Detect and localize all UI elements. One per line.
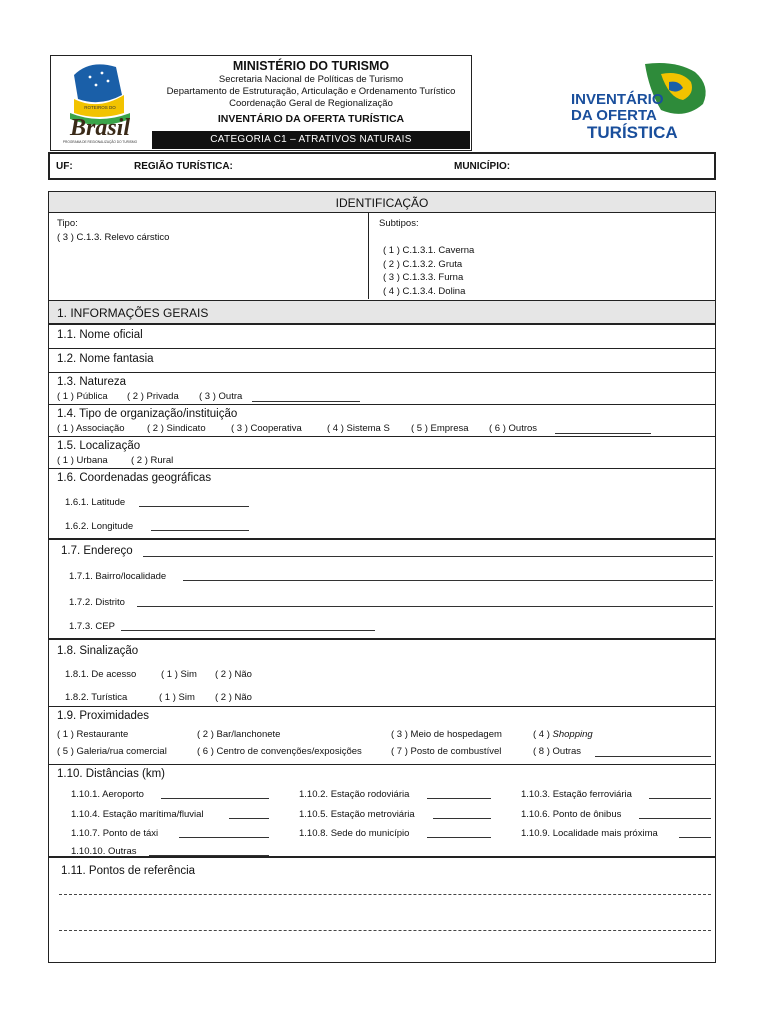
form-main — [48, 191, 716, 963]
prox-option[interactable]: ( 7 ) Posto de combustível — [391, 746, 502, 757]
tipo-label: Tipo: — [57, 218, 78, 229]
identification-divider — [368, 213, 369, 299]
natureza-option[interactable]: ( 2 ) Privada — [127, 391, 179, 402]
dist-item: 1.10.7. Ponto de táxi — [71, 828, 159, 839]
subtipo-item: ( 1 ) C.1.3.1. Caverna — [383, 245, 475, 256]
subtipo-item: ( 4 ) C.1.3.4. Dolina — [383, 285, 466, 297]
turistica-sim[interactable]: ( 1 ) Sim — [159, 692, 195, 703]
prox-option-shopping[interactable] — [533, 729, 593, 740]
dist-line[interactable] — [229, 809, 269, 819]
coordenadas-row — [49, 468, 715, 539]
organizacao-option[interactable]: ( 4 ) Sistema S — [327, 423, 390, 434]
svg-text:INVENTÁRIO: INVENTÁRIO — [571, 91, 664, 108]
dist-item: 1.10.8. Sede do município — [299, 828, 410, 839]
natureza-option[interactable]: ( 3 ) Outra — [199, 391, 243, 402]
bairro-label: 1.7.1. Bairro/localidade — [69, 571, 167, 582]
inventory-logo — [565, 60, 715, 144]
organizacao-option[interactable]: ( 6 ) Outros — [489, 423, 538, 434]
brasil-logo — [50, 55, 150, 149]
referencia-line[interactable] — [59, 930, 711, 931]
endereco-line[interactable] — [143, 547, 713, 557]
organizacao-row — [49, 404, 715, 437]
dist-item: 1.10.2. Estação rodoviária — [299, 789, 410, 800]
natureza-other-line[interactable] — [252, 392, 360, 402]
dist-line[interactable] — [649, 789, 711, 799]
subtipo-item: ( 3 ) C.1.3.3. Furna — [383, 272, 464, 283]
referencia-row — [49, 856, 715, 964]
dist-line[interactable] — [427, 828, 491, 838]
prox-option-number: ( 4 ) — [533, 729, 553, 740]
localizacao-label: 1.5. Localização — [57, 440, 141, 452]
cep-label: 1.7.3. CEP — [69, 621, 115, 632]
header-text — [152, 58, 470, 127]
localizacao-option[interactable]: ( 2 ) Rural — [131, 455, 174, 466]
svg-text:DA OFERTA: DA OFERTA — [571, 107, 657, 124]
distancias-row — [49, 764, 715, 857]
brasil-logo-icon — [50, 55, 150, 149]
turistica-nao[interactable]: ( 2 ) Não — [215, 692, 252, 703]
endereco-label: 1.7. Endereço — [61, 545, 133, 557]
uf-label: UF: — [56, 161, 73, 172]
prox-option-shopping-label: Shopping — [552, 729, 593, 740]
subtipos-list — [383, 244, 474, 298]
organizacao-other-line[interactable] — [555, 424, 651, 434]
tipo-value: ( 3 ) C.1.3. Relevo cárstico — [57, 232, 170, 243]
longitude-line[interactable] — [151, 521, 249, 531]
distrito-label: 1.7.2. Distrito — [69, 597, 125, 608]
nome-oficial-label: 1.1. Nome oficial — [57, 329, 143, 341]
dist-line[interactable] — [433, 809, 491, 819]
proximidades-row — [49, 706, 715, 765]
category-bar: CATEGORIA C1 – ATRATIVOS NATURAIS — [152, 131, 470, 149]
distrito-line[interactable] — [137, 597, 713, 607]
dist-item: 1.10.5. Estação metroviária — [299, 809, 415, 820]
prox-option[interactable]: ( 6 ) Centro de convenções/exposições — [197, 746, 362, 757]
municipality-label: MUNICÍPIO: — [454, 161, 511, 172]
prox-option[interactable]: ( 3 ) Meio de hospedagem — [391, 729, 502, 740]
nome-fantasia-label: 1.2. Nome fantasia — [57, 353, 154, 365]
localizacao-option[interactable]: ( 1 ) Urbana — [57, 455, 108, 466]
latitude-label: 1.6.1. Latitude — [65, 497, 126, 508]
svg-text:PROGRAMA DE REGIONALIZAÇÃO DO: PROGRAMA DE REGIONALIZAÇÃO DO TURISMO — [62, 140, 138, 144]
sinalizacao-row — [49, 638, 715, 708]
natureza-option[interactable]: ( 1 ) Pública — [57, 391, 108, 402]
referencia-line[interactable] — [59, 894, 711, 895]
subtipo-item: ( 2 ) C.1.3.2. Gruta — [383, 258, 463, 270]
proximidades-label: 1.9. Proximidades — [57, 710, 150, 722]
acesso-label: 1.8.1. De acesso — [65, 669, 137, 680]
dist-line[interactable] — [427, 789, 491, 799]
secretariat-text: Secretaria Nacional de Políticas de Turismo — [218, 74, 404, 85]
svg-text:ROTEIROS DO: ROTEIROS DO — [84, 105, 116, 110]
organizacao-option[interactable]: ( 5 ) Empresa — [411, 423, 469, 434]
form-title: INVENTÁRIO DA OFERTA TURÍSTICA — [217, 113, 405, 125]
dist-line[interactable] — [149, 846, 269, 856]
prox-option[interactable]: ( 5 ) Galeria/rua comercial — [57, 746, 167, 757]
prox-option[interactable]: ( 8 ) Outras — [533, 746, 582, 757]
dist-item: 1.10.4. Estação marítima/fluvial — [71, 809, 204, 820]
location-row — [48, 152, 716, 180]
organizacao-option[interactable]: ( 1 ) Associação — [57, 423, 125, 434]
acesso-sim[interactable]: ( 1 ) Sim — [161, 669, 197, 680]
bairro-line[interactable] — [183, 571, 713, 581]
organizacao-option[interactable]: ( 3 ) Cooperativa — [231, 423, 302, 434]
sinalizacao-label: 1.8. Sinalização — [57, 645, 139, 657]
organizacao-option[interactable]: ( 2 ) Sindicato — [147, 423, 206, 434]
dist-item: 1.10.6. Ponto de ônibus — [521, 809, 622, 820]
organizacao-label: 1.4. Tipo de organização/instituição — [57, 408, 238, 420]
dist-line[interactable] — [639, 809, 711, 819]
dist-item: 1.10.3. Estação ferroviária — [521, 789, 632, 800]
nome-oficial-row[interactable] — [49, 324, 715, 349]
general-header: 1. INFORMAÇÕES GERAIS — [48, 300, 716, 324]
localizacao-row — [49, 436, 715, 469]
acesso-nao[interactable]: ( 2 ) Não — [215, 669, 252, 680]
latitude-line[interactable] — [139, 497, 249, 507]
dist-line[interactable] — [179, 828, 269, 838]
inventory-map-icon — [565, 60, 715, 144]
nome-fantasia-row[interactable] — [49, 348, 715, 373]
dist-item: 1.10.10. Outras — [71, 846, 137, 857]
prox-option[interactable]: ( 2 ) Bar/lanchonete — [197, 729, 281, 740]
svg-text:Brasil: Brasil — [69, 115, 131, 141]
coordenadas-label: 1.6. Coordenadas geográficas — [57, 472, 212, 484]
longitude-label: 1.6.2. Longitude — [65, 521, 134, 532]
natureza-label: 1.3. Natureza — [57, 376, 127, 388]
coordination-text: Coordenação Geral de Regionalização — [229, 98, 393, 109]
natureza-row — [49, 372, 715, 405]
cep-line[interactable] — [121, 621, 375, 631]
ministry-title: MINISTÉRIO DO TURISMO — [232, 59, 390, 73]
identification-header: IDENTIFICAÇÃO — [48, 191, 716, 213]
distancias-label: 1.10. Distâncias (km) — [57, 768, 166, 780]
referencia-label: 1.11. Pontos de referência — [61, 865, 196, 877]
dist-item: 1.10.1. Aeroporto — [71, 789, 144, 800]
endereco-row — [49, 538, 715, 640]
department-text: Departamento de Estruturação, Articulação e Ordenamento Turístico — [166, 86, 456, 97]
dist-line[interactable] — [679, 828, 711, 838]
dist-line[interactable] — [161, 789, 269, 799]
region-label: REGIÃO TURÍSTICA: — [134, 161, 233, 172]
dist-item: 1.10.9. Localidade mais próxima — [521, 828, 658, 839]
prox-other-line[interactable] — [595, 747, 711, 757]
subtipos-label: Subtipos: — [379, 218, 419, 229]
turistica-label: 1.8.2. Turística — [65, 692, 128, 703]
svg-text:TURÍSTICA: TURÍSTICA — [587, 123, 678, 142]
prox-option[interactable]: ( 1 ) Restaurante — [57, 729, 129, 740]
